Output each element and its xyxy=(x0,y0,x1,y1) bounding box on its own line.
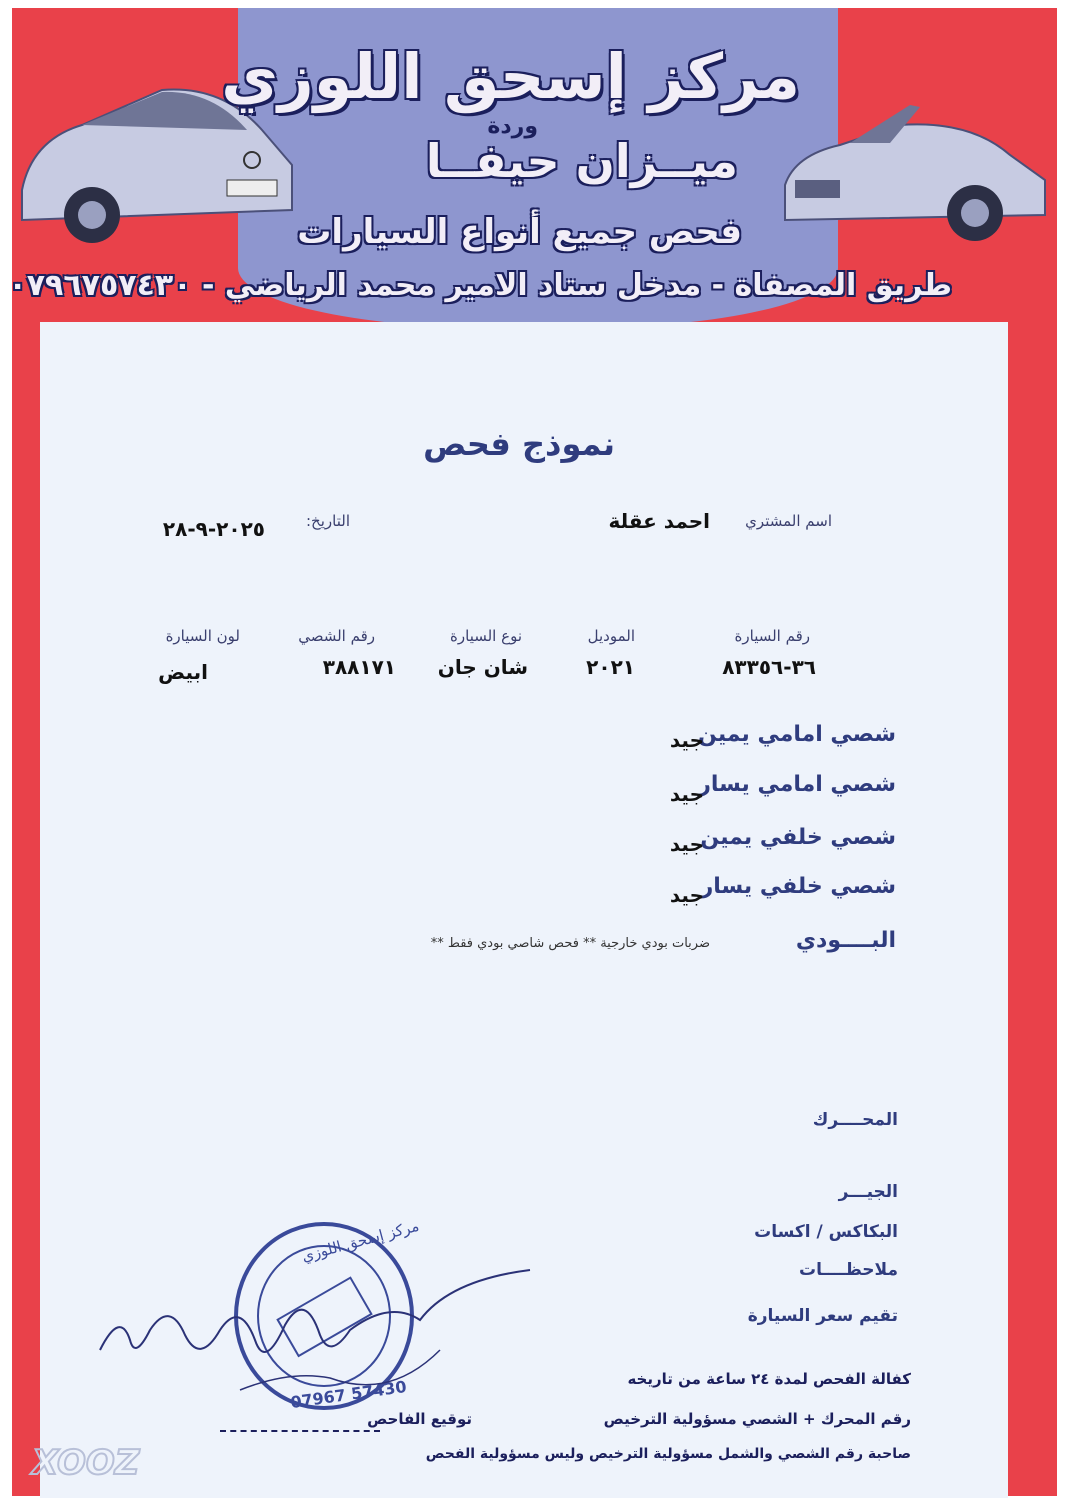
buyer-value: احمد عقلة xyxy=(608,509,710,533)
field-value: ٣٦-٨٣٣٥٦ xyxy=(722,655,816,679)
field-value: ٢٠٢١ xyxy=(586,655,635,679)
date-value: ٢٠٢٥-٩-٢٨ xyxy=(162,517,265,541)
gear-label: الجيـــر xyxy=(838,1182,898,1202)
guarantee-text: كفالة الفحص لمدة ٢٤ ساعة من تاريخه xyxy=(627,1370,911,1388)
service-text: فحص جميع أنواع السيارات xyxy=(297,212,742,252)
responsibility-text: رقم المحرك + الشصي مسؤولية الترخيص xyxy=(603,1410,911,1428)
body-label: البــــودي xyxy=(795,928,896,953)
signature-label: توقيع الفاحص xyxy=(367,1410,472,1428)
warda-label: وردة xyxy=(487,114,538,139)
address-phone: طريق المصفاة - مدخل ستاد الامير محمد الرياضي - ٠٧٩٦٧٥٧٤٣٠ xyxy=(8,268,952,303)
engine-label: المحــــرك xyxy=(812,1110,898,1130)
signature xyxy=(90,1260,540,1413)
price-label: تقيم سعر السيارة xyxy=(747,1306,898,1326)
field-label: لون السيارة xyxy=(165,627,240,645)
field-label: رقم السيارة xyxy=(734,627,810,645)
center-name: مركز إسحق اللوزي xyxy=(221,40,800,113)
buyer-label: اسم المشتري xyxy=(745,512,832,530)
chassis-label: شصي امامي يمين xyxy=(698,722,896,747)
field-value: ٣٨٨١٧١ xyxy=(322,655,396,679)
right-car-image xyxy=(780,85,1050,245)
body-note: ضربات بودي خارجية ** فحص شاصي بودي فقط ** xyxy=(430,936,710,951)
field-value: ابيض xyxy=(158,660,208,684)
disclaimer-text: صاحبة رقم الشصي والشمل مسؤولية الترخيص وليس مسؤولية الفحص xyxy=(425,1446,911,1462)
chassis-value: جيد xyxy=(669,883,704,907)
signature-line xyxy=(220,1430,380,1432)
chassis-value: جيد xyxy=(669,832,704,856)
svg-text:XOOZ: XOOZ xyxy=(32,1443,140,1482)
field-label: نوع السيارة xyxy=(450,627,522,645)
chassis-label: شصي خلفي يسار xyxy=(700,874,896,899)
date-label: التاريخ: xyxy=(306,512,350,530)
chassis-value: جيد xyxy=(669,782,704,806)
scale-name: ميــزان حيفــا xyxy=(425,134,738,188)
form-title: نموذج فحص xyxy=(423,425,615,463)
chassis-value: جيد xyxy=(669,728,704,752)
field-value: شان جان xyxy=(437,655,528,679)
axles-label: البكاكس / اكسات xyxy=(754,1222,898,1242)
notes-label: ملاحظــــات xyxy=(799,1260,898,1280)
watermark-logo xyxy=(28,1442,188,1486)
field-label: الموديل xyxy=(587,627,635,645)
stamp-phone: 07967 57430 xyxy=(289,1376,408,1413)
stamp-ring-text: مركز إسحق اللوزي xyxy=(299,1216,421,1266)
chassis-label: شصي خلفي يمين xyxy=(700,825,896,850)
chassis-label: شصي امامي يسار xyxy=(698,772,896,797)
field-label: رقم الشصي xyxy=(298,627,375,645)
